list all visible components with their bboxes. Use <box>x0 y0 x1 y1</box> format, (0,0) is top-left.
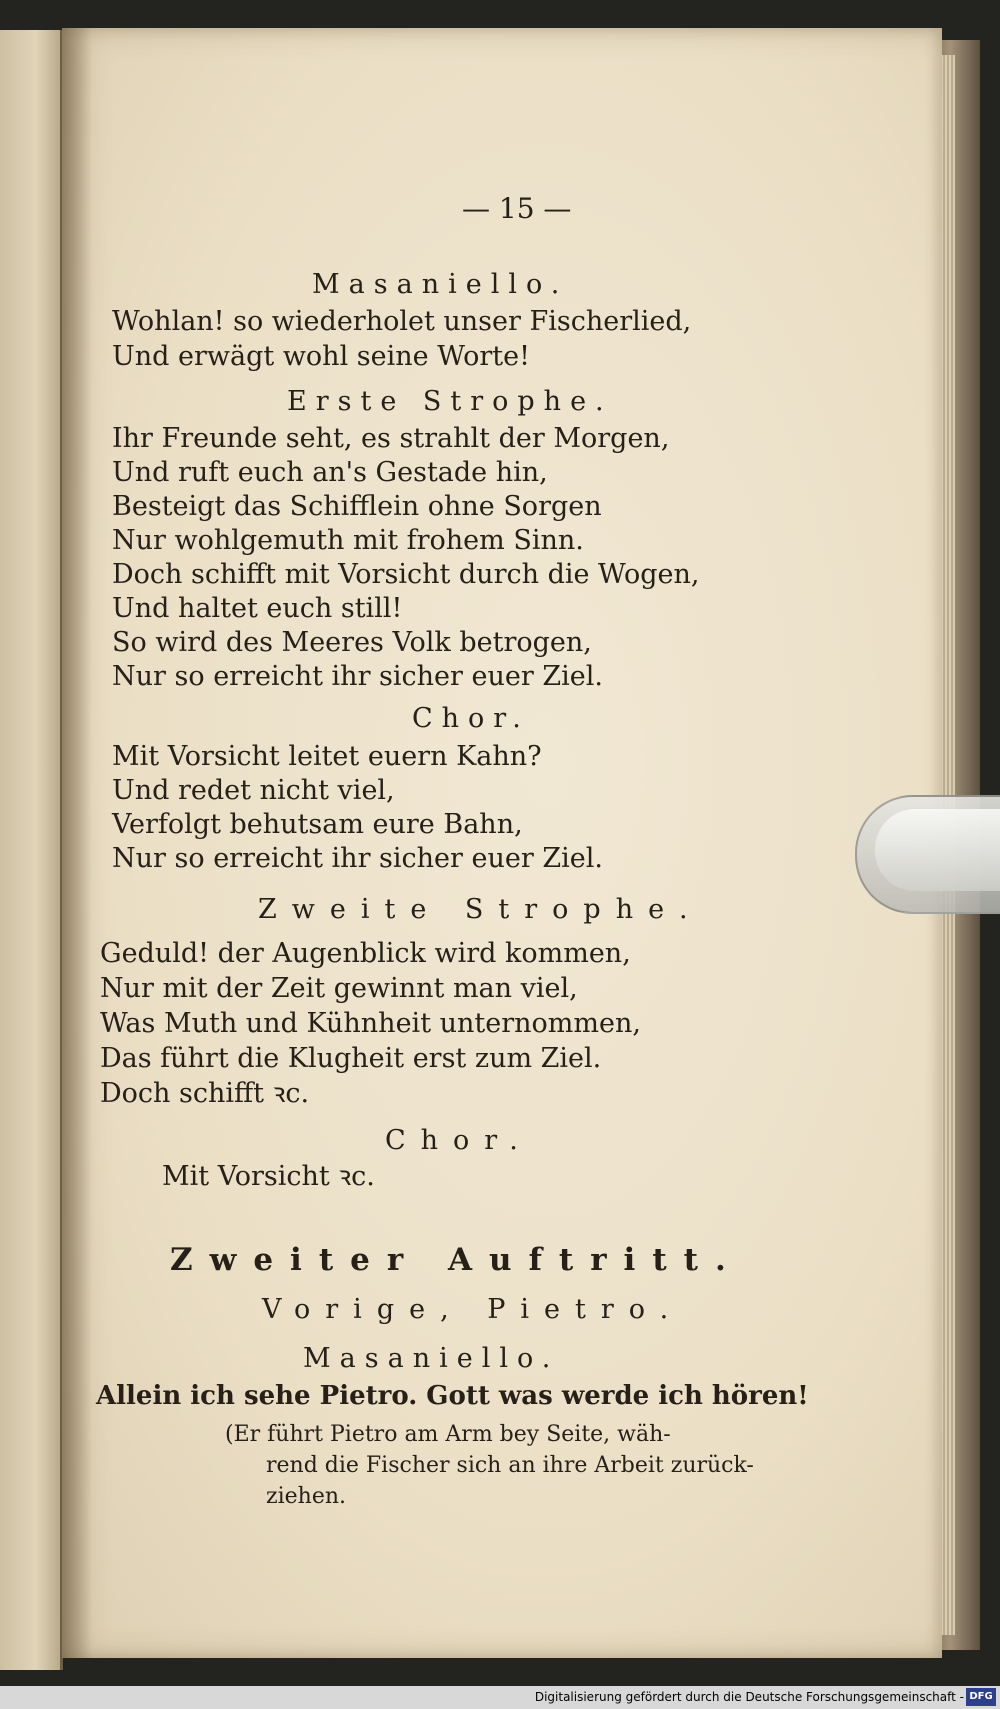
verse-line: Nur so erreicht ihr sicher euer Ziel. <box>112 843 603 874</box>
bleed-through-texture <box>690 255 910 345</box>
verse-line: Das führt die Klugheit erst zum Ziel. <box>100 1043 602 1074</box>
verse-line: Was Muth und Kühnheit unternommen, <box>100 1008 641 1039</box>
scene-heading: Zweiter Auftritt. <box>170 1242 743 1278</box>
speaker-name: Chor. <box>385 1125 533 1156</box>
verse-line: Geduld! der Augenblick wird kommen, <box>100 938 631 969</box>
verse-line: Und erwägt wohl seine Worte! <box>112 341 530 372</box>
dfg-logo: DFG <box>966 1688 996 1706</box>
verse-line: Mit Vorsicht ꝛc. <box>162 1161 375 1192</box>
verse-line: Verfolgt behutsam eure Bahn, <box>112 809 523 840</box>
verse-line: Nur so erreicht ihr sicher euer Ziel. <box>112 661 603 692</box>
strophe-heading: Zweite Strophe. <box>258 894 703 925</box>
strophe-heading: Erste Strophe. <box>287 386 613 417</box>
verse-line: Ihr Freunde seht, es strahlt der Morgen, <box>112 423 670 454</box>
page-gutter-shadow <box>62 28 92 1658</box>
previous-page-edge <box>0 30 63 1670</box>
verse-line: Doch schifft mit Vorsicht durch die Wogen, <box>112 559 700 590</box>
verse-line: Nur wohlgemuth mit frohem Sinn. <box>112 525 584 556</box>
character-list: Vorige, Pietro. <box>262 1294 684 1325</box>
stage-direction: ziehen. <box>266 1484 346 1509</box>
page-number: — 15 — <box>462 192 572 225</box>
stage-direction: rend die Fischer sich an ihre Arbeit zurück- <box>266 1453 754 1478</box>
funding-credit: Digitalisierung gefördert durch die Deutsche Forschungsgemeinschaft - <box>534 1690 964 1704</box>
verse-line: So wird des Meeres Volk betrogen, <box>112 627 592 658</box>
verse-line: Besteigt das Schifflein ohne Sorgen <box>112 491 602 522</box>
page-clip <box>855 795 995 915</box>
dialogue-line: Allein ich sehe Pietro. Gott was werde ich hören! <box>96 1381 809 1411</box>
verse-line: Und haltet euch still! <box>112 593 403 624</box>
verse-line: Wohlan! so wiederholet unser Fischerlied, <box>112 306 692 337</box>
speaker-name: Chor. <box>412 703 530 734</box>
verse-line: Und redet nicht viel, <box>112 775 395 806</box>
verse-line: Mit Vorsicht leitet euern Kahn? <box>112 741 542 772</box>
verse-line: Nur mit der Zeit gewinnt man viel, <box>100 973 578 1004</box>
verse-line: Doch schifft ꝛc. <box>100 1078 310 1109</box>
speaker-name: Masaniello. <box>312 269 569 300</box>
stage-direction: (Er führt Pietro am Arm bey Seite, wäh- <box>225 1422 671 1447</box>
verse-line: Und ruft euch an's Gestade hin, <box>112 457 548 488</box>
speaker-name: Masaniello. <box>303 1343 560 1374</box>
